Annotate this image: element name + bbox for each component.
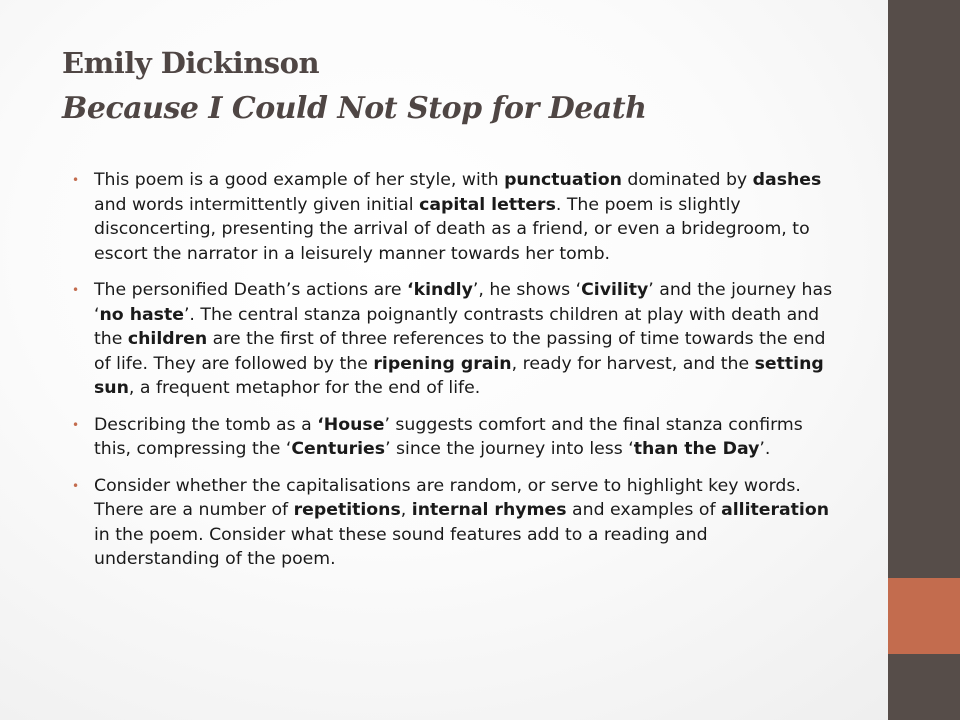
emphasized-term: no haste: [99, 304, 184, 325]
title-author: Emily Dickinson: [62, 46, 320, 80]
bullet-dot-icon: •: [72, 173, 80, 187]
bullet-text: [94, 413, 834, 462]
bullet-list: [72, 168, 834, 584]
text-segment: , a frequent metaphor for the end of life.: [128, 378, 481, 398]
text-segment: Consider whether the capitalisations are random, or serve to highlight key words. There are a number of: [94, 475, 801, 520]
emphasized-term: punctuation: [504, 170, 622, 190]
text-segment: ’. The central stanza poignantly contrasts children at play with death and the: [94, 304, 820, 349]
bullet-dot-icon: •: [72, 478, 80, 493]
emphasized-term: alliteration: [721, 500, 830, 520]
text-segment: dominated by: [621, 170, 753, 190]
emphasized-term: repetitions: [293, 500, 401, 520]
text-segment: ’ suggests comfort and the final stanza confirms this, compressing the ‘: [94, 414, 803, 459]
text-segment: ,: [400, 500, 412, 520]
text-segment: ’ since the journey into less ‘: [385, 439, 634, 459]
emphasized-term: ‘House: [317, 414, 385, 435]
text-segment: and words intermittently given initial: [94, 194, 420, 215]
text-segment: , ready for harvest, and the: [511, 353, 755, 374]
text-segment: This poem is a good example of her style, with: [94, 170, 505, 190]
text-segment: Describing the tomb as a: [94, 414, 318, 435]
bullet-dot-icon: •: [72, 417, 80, 432]
text-segment: ’, he shows ‘: [472, 280, 582, 300]
emphasized-term: internal rhymes: [411, 500, 567, 520]
emphasized-term: Civility: [581, 280, 649, 300]
bullet-text: [94, 278, 834, 401]
emphasized-term: ripening grain: [373, 353, 512, 374]
slide-title: [62, 40, 862, 132]
bullet-item: [72, 278, 834, 401]
title-poem: Because I Could Not Stop for Death: [62, 91, 647, 126]
bullet-text: [94, 168, 834, 266]
bullet-dot-icon: •: [72, 283, 80, 297]
emphasized-term: Centuries: [291, 439, 386, 459]
text-segment: in the poem. Consider what these sound features add to a reading and understanding of the poem.: [94, 524, 708, 569]
text-segment: ’.: [759, 439, 771, 459]
text-segment: are the first of three references to the passing of time towards the end of life. They are followed by the: [94, 329, 826, 374]
emphasized-term: than the Day: [633, 439, 760, 459]
text-segment: and examples of: [566, 500, 722, 520]
text-segment: The personified Death’s actions are: [94, 280, 408, 300]
emphasized-term: setting sun: [94, 353, 824, 398]
emphasized-term: dashes: [752, 170, 822, 190]
emphasized-term: children: [127, 329, 208, 349]
bullet-text: [94, 474, 834, 572]
text-segment: . The poem is slightly disconcerting, presenting the arrival of death as a friend, or even a bridegroom, to escort the narrator in a leisurely manner towards her tomb.: [94, 194, 810, 264]
text-segment: ’ and the journey has ‘: [94, 280, 833, 325]
bullet-item: [72, 413, 834, 462]
bullet-item: [72, 168, 834, 266]
emphasized-term: ‘kindly: [407, 280, 473, 300]
emphasized-term: capital letters: [419, 194, 556, 215]
bullet-item: [72, 474, 834, 572]
sidebar-accent-block: [888, 578, 960, 654]
